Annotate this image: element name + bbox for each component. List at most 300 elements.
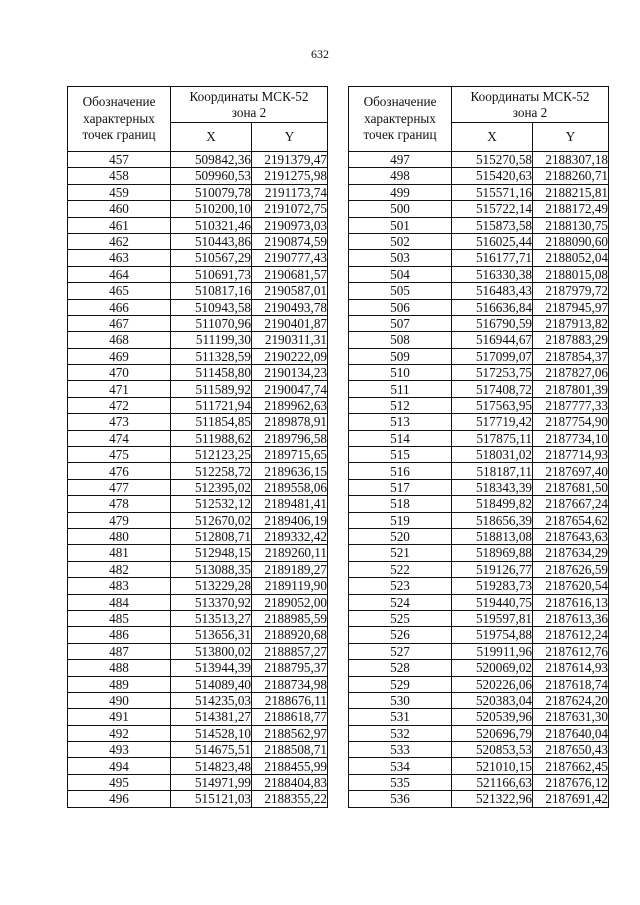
- y-coordinate-cell: 2187681,50: [533, 479, 609, 495]
- y-coordinate-cell: 2187624,20: [533, 692, 609, 708]
- x-coordinate-cell: 519126,77: [452, 561, 533, 577]
- x-coordinate-cell: 516177,71: [452, 250, 533, 266]
- point-number-cell: 465: [68, 283, 171, 299]
- table-row: [68, 561, 328, 577]
- x-coordinate-cell: 515121,03: [171, 791, 252, 807]
- point-number-cell: 488: [68, 660, 171, 676]
- x-coordinate-cell: 510943,58: [171, 299, 252, 315]
- x-coordinate-cell: 511199,30: [171, 332, 252, 348]
- table-row: [349, 479, 609, 495]
- table-row: [349, 774, 609, 790]
- table-row: [349, 447, 609, 463]
- y-coordinate-cell: 2188307,18: [533, 152, 609, 168]
- x-coordinate-cell: 511988,62: [171, 430, 252, 446]
- table-row: [68, 315, 328, 331]
- table-row: [349, 463, 609, 479]
- y-coordinate-cell: 2188508,71: [252, 742, 328, 758]
- y-coordinate-cell: 2187777,33: [533, 397, 609, 413]
- x-coordinate-cell: 515420,63: [452, 168, 533, 184]
- x-coordinate-cell: 515722,14: [452, 201, 533, 217]
- x-coordinate-cell: 513088,35: [171, 561, 252, 577]
- point-number-cell: 508: [349, 332, 452, 348]
- x-coordinate-cell: 515873,58: [452, 217, 533, 233]
- y-coordinate-cell: 2187614,93: [533, 660, 609, 676]
- x-coordinate-cell: 518813,08: [452, 528, 533, 544]
- table-row: [349, 791, 609, 807]
- table-row: [68, 774, 328, 790]
- table-row: [68, 594, 328, 610]
- table-row: [68, 512, 328, 528]
- x-coordinate-cell: 518031,02: [452, 447, 533, 463]
- y-coordinate-cell: 2187620,54: [533, 578, 609, 594]
- table-row: [349, 168, 609, 184]
- coord-title-line: зона 2: [231, 104, 267, 120]
- y-coordinate-cell: 2190401,87: [252, 315, 328, 331]
- point-number-cell: 531: [349, 709, 452, 725]
- point-number-cell: 490: [68, 692, 171, 708]
- point-number-cell: 516: [349, 463, 452, 479]
- x-column-header: X: [452, 123, 533, 152]
- table-row: [349, 594, 609, 610]
- x-coordinate-cell: 520853,53: [452, 742, 533, 758]
- y-coordinate-cell: 2191173,74: [252, 184, 328, 200]
- y-coordinate-cell: 2187827,06: [533, 365, 609, 381]
- y-coordinate-cell: 2190587,01: [252, 283, 328, 299]
- y-column-header: Y: [533, 123, 609, 152]
- x-coordinate-cell: 510200,10: [171, 201, 252, 217]
- coord-title-line: Координаты МСК-52: [470, 88, 590, 104]
- y-coordinate-cell: 2187616,13: [533, 594, 609, 610]
- table-row: [68, 528, 328, 544]
- point-number-cell: 481: [68, 545, 171, 561]
- table-row: [349, 758, 609, 774]
- table-row: [349, 365, 609, 381]
- table-row: [349, 315, 609, 331]
- coord-title-line: зона 2: [512, 104, 548, 120]
- x-coordinate-cell: 519754,88: [452, 627, 533, 643]
- table-row: [349, 397, 609, 413]
- x-coordinate-cell: 512948,15: [171, 545, 252, 561]
- point-label-header: [349, 87, 452, 152]
- y-coordinate-cell: 2187667,24: [533, 496, 609, 512]
- point-number-cell: 511: [349, 381, 452, 397]
- y-coordinate-cell: 2190493,78: [252, 299, 328, 315]
- y-column-header: Y: [252, 123, 328, 152]
- table-row: [349, 676, 609, 692]
- x-coordinate-cell: 510321,46: [171, 217, 252, 233]
- y-coordinate-cell: 2187734,10: [533, 430, 609, 446]
- point-number-cell: 515: [349, 447, 452, 463]
- point-label-line: характерных: [364, 110, 436, 126]
- y-coordinate-cell: 2190134,23: [252, 365, 328, 381]
- x-coordinate-cell: 511328,59: [171, 348, 252, 364]
- point-number-cell: 536: [349, 791, 452, 807]
- x-coordinate-cell: 515270,58: [452, 152, 533, 168]
- table-row: [68, 266, 328, 282]
- point-number-cell: 467: [68, 315, 171, 331]
- y-coordinate-cell: 2188355,22: [252, 791, 328, 807]
- x-coordinate-cell: 516483,43: [452, 283, 533, 299]
- x-coordinate-cell: 521322,96: [452, 791, 533, 807]
- x-coordinate-cell: 521010,15: [452, 758, 533, 774]
- table-row: [68, 610, 328, 626]
- table-row: [68, 660, 328, 676]
- table-row: [349, 578, 609, 594]
- point-number-cell: 474: [68, 430, 171, 446]
- y-coordinate-cell: 2189481,41: [252, 496, 328, 512]
- point-number-cell: 504: [349, 266, 452, 282]
- table-row: [349, 250, 609, 266]
- table-row: [349, 266, 609, 282]
- coord-system-header: [171, 87, 328, 123]
- x-coordinate-cell: 519911,96: [452, 643, 533, 659]
- y-coordinate-cell: 2188404,83: [252, 774, 328, 790]
- y-coordinate-cell: 2188215,81: [533, 184, 609, 200]
- y-coordinate-cell: 2189332,42: [252, 528, 328, 544]
- y-coordinate-cell: 2188734,98: [252, 676, 328, 692]
- table-row: [349, 348, 609, 364]
- point-number-cell: 485: [68, 610, 171, 626]
- x-coordinate-cell: 517875,11: [452, 430, 533, 446]
- y-coordinate-cell: 2191275,98: [252, 168, 328, 184]
- table-row: [349, 660, 609, 676]
- x-coordinate-cell: 520539,96: [452, 709, 533, 725]
- x-coordinate-cell: 513229,28: [171, 578, 252, 594]
- point-number-cell: 464: [68, 266, 171, 282]
- table-row: [68, 332, 328, 348]
- y-coordinate-cell: 2187676,12: [533, 774, 609, 790]
- x-coordinate-cell: 518499,82: [452, 496, 533, 512]
- x-coordinate-cell: 510079,78: [171, 184, 252, 200]
- table-row: [349, 725, 609, 741]
- table-row: [349, 283, 609, 299]
- x-coordinate-cell: 510817,16: [171, 283, 252, 299]
- x-coordinate-cell: 517099,07: [452, 348, 533, 364]
- y-coordinate-cell: 2188985,59: [252, 610, 328, 626]
- point-number-cell: 477: [68, 479, 171, 495]
- x-coordinate-cell: 514971,99: [171, 774, 252, 790]
- y-coordinate-cell: 2187626,59: [533, 561, 609, 577]
- x-coordinate-cell: 514381,27: [171, 709, 252, 725]
- x-coordinate-cell: 518969,88: [452, 545, 533, 561]
- x-coordinate-cell: 519597,81: [452, 610, 533, 626]
- point-number-cell: 514: [349, 430, 452, 446]
- y-coordinate-cell: 2187945,97: [533, 299, 609, 315]
- y-coordinate-cell: 2187634,29: [533, 545, 609, 561]
- table-row: [68, 152, 328, 168]
- point-number-cell: 528: [349, 660, 452, 676]
- point-number-cell: 463: [68, 250, 171, 266]
- x-coordinate-cell: 520696,79: [452, 725, 533, 741]
- x-coordinate-cell: 519283,73: [452, 578, 533, 594]
- point-number-cell: 460: [68, 201, 171, 217]
- table-row: [68, 627, 328, 643]
- point-number-cell: 535: [349, 774, 452, 790]
- point-label-line: Обозначение: [82, 94, 156, 110]
- x-coordinate-cell: 516330,38: [452, 266, 533, 282]
- table-row: [349, 430, 609, 446]
- x-coordinate-cell: 519440,75: [452, 594, 533, 610]
- y-coordinate-cell: 2189189,27: [252, 561, 328, 577]
- x-coordinate-cell: 520226,06: [452, 676, 533, 692]
- x-coordinate-cell: 512395,02: [171, 479, 252, 495]
- coord-system-header: [452, 87, 609, 123]
- x-coordinate-cell: 511721,94: [171, 397, 252, 413]
- x-coordinate-cell: 510443,86: [171, 233, 252, 249]
- table-row: [349, 152, 609, 168]
- point-number-cell: 459: [68, 184, 171, 200]
- x-coordinate-cell: 517563,95: [452, 397, 533, 413]
- point-number-cell: 512: [349, 397, 452, 413]
- y-coordinate-cell: 2187613,36: [533, 610, 609, 626]
- point-number-cell: 466: [68, 299, 171, 315]
- y-coordinate-cell: 2188130,75: [533, 217, 609, 233]
- x-coordinate-cell: 509842,36: [171, 152, 252, 168]
- point-number-cell: 518: [349, 496, 452, 512]
- y-coordinate-cell: 2187618,74: [533, 676, 609, 692]
- table-row: [68, 545, 328, 561]
- y-coordinate-cell: 2190311,31: [252, 332, 328, 348]
- point-number-cell: 457: [68, 152, 171, 168]
- point-number-cell: 491: [68, 709, 171, 725]
- point-number-cell: 500: [349, 201, 452, 217]
- x-coordinate-cell: 517719,42: [452, 414, 533, 430]
- y-coordinate-cell: 2189052,00: [252, 594, 328, 610]
- y-coordinate-cell: 2187654,62: [533, 512, 609, 528]
- y-coordinate-cell: 2188676,11: [252, 692, 328, 708]
- x-coordinate-cell: 517408,72: [452, 381, 533, 397]
- table-row: [349, 742, 609, 758]
- x-column-header: X: [171, 123, 252, 152]
- point-number-cell: 479: [68, 512, 171, 528]
- point-number-cell: 521: [349, 545, 452, 561]
- y-coordinate-cell: 2188618,77: [252, 709, 328, 725]
- table-body-right: [349, 152, 609, 808]
- table-row: [349, 512, 609, 528]
- y-coordinate-cell: 2190222,09: [252, 348, 328, 364]
- y-coordinate-cell: 2190777,43: [252, 250, 328, 266]
- y-coordinate-cell: 2187650,43: [533, 742, 609, 758]
- table-row: [68, 348, 328, 364]
- x-coordinate-cell: 513656,31: [171, 627, 252, 643]
- x-coordinate-cell: 513513,27: [171, 610, 252, 626]
- point-number-cell: 524: [349, 594, 452, 610]
- table-row: [68, 397, 328, 413]
- table-row: [68, 676, 328, 692]
- x-coordinate-cell: 518187,11: [452, 463, 533, 479]
- y-coordinate-cell: 2187854,37: [533, 348, 609, 364]
- x-coordinate-cell: 511589,92: [171, 381, 252, 397]
- x-coordinate-cell: 511458,80: [171, 365, 252, 381]
- point-number-cell: 501: [349, 217, 452, 233]
- y-coordinate-cell: 2188172,49: [533, 201, 609, 217]
- y-coordinate-cell: 2187691,42: [533, 791, 609, 807]
- point-number-cell: 532: [349, 725, 452, 741]
- point-number-cell: 523: [349, 578, 452, 594]
- point-number-cell: 533: [349, 742, 452, 758]
- x-coordinate-cell: 511854,85: [171, 414, 252, 430]
- x-coordinate-cell: 518343,39: [452, 479, 533, 495]
- y-coordinate-cell: 2187754,90: [533, 414, 609, 430]
- point-label-line: характерных: [83, 110, 155, 126]
- y-coordinate-cell: 2190874,59: [252, 233, 328, 249]
- point-label-header: [68, 87, 171, 152]
- point-number-cell: 475: [68, 447, 171, 463]
- x-coordinate-cell: 520069,02: [452, 660, 533, 676]
- y-coordinate-cell: 2190973,03: [252, 217, 328, 233]
- table-row: [349, 496, 609, 512]
- point-label-line: Обозначение: [363, 94, 437, 110]
- x-coordinate-cell: 510691,73: [171, 266, 252, 282]
- y-coordinate-cell: 2191379,47: [252, 152, 328, 168]
- table-row: [349, 201, 609, 217]
- x-coordinate-cell: 509960,53: [171, 168, 252, 184]
- point-number-cell: 471: [68, 381, 171, 397]
- x-coordinate-cell: 513370,92: [171, 594, 252, 610]
- table-row: [68, 742, 328, 758]
- x-coordinate-cell: 514823,48: [171, 758, 252, 774]
- x-coordinate-cell: 512808,71: [171, 528, 252, 544]
- table-row: [68, 578, 328, 594]
- point-number-cell: 470: [68, 365, 171, 381]
- table-row: [349, 332, 609, 348]
- point-number-cell: 495: [68, 774, 171, 790]
- x-coordinate-cell: 512670,02: [171, 512, 252, 528]
- table-row: [349, 381, 609, 397]
- point-number-cell: 458: [68, 168, 171, 184]
- x-coordinate-cell: 513944,39: [171, 660, 252, 676]
- point-number-cell: 473: [68, 414, 171, 430]
- point-number-cell: 492: [68, 725, 171, 741]
- table-row: [349, 217, 609, 233]
- y-coordinate-cell: 2188052,04: [533, 250, 609, 266]
- x-coordinate-cell: 512532,12: [171, 496, 252, 512]
- x-coordinate-cell: 514235,03: [171, 692, 252, 708]
- point-number-cell: 507: [349, 315, 452, 331]
- table-row: [349, 709, 609, 725]
- table-row: [349, 627, 609, 643]
- y-coordinate-cell: 2189878,91: [252, 414, 328, 430]
- table-row: [68, 201, 328, 217]
- point-number-cell: 484: [68, 594, 171, 610]
- point-number-cell: 520: [349, 528, 452, 544]
- x-coordinate-cell: 518656,39: [452, 512, 533, 528]
- x-coordinate-cell: 514089,40: [171, 676, 252, 692]
- point-number-cell: 476: [68, 463, 171, 479]
- point-number-cell: 480: [68, 528, 171, 544]
- point-number-cell: 494: [68, 758, 171, 774]
- y-coordinate-cell: 2188015,08: [533, 266, 609, 282]
- table-row: [68, 430, 328, 446]
- x-coordinate-cell: 514675,51: [171, 742, 252, 758]
- point-number-cell: 505: [349, 283, 452, 299]
- point-number-cell: 510: [349, 365, 452, 381]
- y-coordinate-cell: 2187801,39: [533, 381, 609, 397]
- y-coordinate-cell: 2189406,19: [252, 512, 328, 528]
- point-number-cell: 509: [349, 348, 452, 364]
- point-number-cell: 502: [349, 233, 452, 249]
- table-row: [68, 725, 328, 741]
- table-row: [68, 168, 328, 184]
- table-row: [68, 692, 328, 708]
- point-number-cell: 526: [349, 627, 452, 643]
- point-number-cell: 496: [68, 791, 171, 807]
- point-number-cell: 482: [68, 561, 171, 577]
- x-coordinate-cell: 510567,29: [171, 250, 252, 266]
- point-number-cell: 468: [68, 332, 171, 348]
- point-number-cell: 525: [349, 610, 452, 626]
- table-row: [68, 463, 328, 479]
- table-row: [349, 528, 609, 544]
- table-body-left: [68, 152, 328, 808]
- y-coordinate-cell: 2187662,45: [533, 758, 609, 774]
- x-coordinate-cell: 514528,10: [171, 725, 252, 741]
- point-number-cell: 461: [68, 217, 171, 233]
- x-coordinate-cell: 511070,96: [171, 315, 252, 331]
- point-number-cell: 498: [349, 168, 452, 184]
- y-coordinate-cell: 2189796,58: [252, 430, 328, 446]
- table-row: [68, 709, 328, 725]
- y-coordinate-cell: 2189962,63: [252, 397, 328, 413]
- x-coordinate-cell: 516790,59: [452, 315, 533, 331]
- x-coordinate-cell: 512258,72: [171, 463, 252, 479]
- y-coordinate-cell: 2187714,93: [533, 447, 609, 463]
- point-number-cell: 493: [68, 742, 171, 758]
- y-coordinate-cell: 2187612,24: [533, 627, 609, 643]
- point-number-cell: 487: [68, 643, 171, 659]
- point-number-cell: 529: [349, 676, 452, 692]
- y-coordinate-cell: 2188857,27: [252, 643, 328, 659]
- point-number-cell: 522: [349, 561, 452, 577]
- point-number-cell: 462: [68, 233, 171, 249]
- table-row: [68, 479, 328, 495]
- point-number-cell: 506: [349, 299, 452, 315]
- y-coordinate-cell: 2188795,37: [252, 660, 328, 676]
- point-number-cell: 478: [68, 496, 171, 512]
- y-coordinate-cell: 2190681,57: [252, 266, 328, 282]
- y-coordinate-cell: 2187979,72: [533, 283, 609, 299]
- y-coordinate-cell: 2189260,11: [252, 545, 328, 561]
- table-row: [68, 414, 328, 430]
- table-row: [68, 447, 328, 463]
- point-number-cell: 503: [349, 250, 452, 266]
- x-coordinate-cell: 517253,75: [452, 365, 533, 381]
- table-row: [349, 299, 609, 315]
- point-label-line: точек границ: [82, 127, 156, 143]
- y-coordinate-cell: 2187883,29: [533, 332, 609, 348]
- x-coordinate-cell: 516025,44: [452, 233, 533, 249]
- table-row: [349, 643, 609, 659]
- table-row: [68, 233, 328, 249]
- y-coordinate-cell: 2189636,15: [252, 463, 328, 479]
- point-number-cell: 472: [68, 397, 171, 413]
- point-number-cell: 534: [349, 758, 452, 774]
- table-row: [349, 610, 609, 626]
- table-row: [349, 233, 609, 249]
- coordinates-table-right: [348, 86, 609, 808]
- y-coordinate-cell: 2189558,06: [252, 479, 328, 495]
- table-row: [68, 283, 328, 299]
- y-coordinate-cell: 2187643,63: [533, 528, 609, 544]
- table-row: [68, 365, 328, 381]
- table-row: [349, 561, 609, 577]
- point-number-cell: 513: [349, 414, 452, 430]
- point-number-cell: 530: [349, 692, 452, 708]
- point-number-cell: 499: [349, 184, 452, 200]
- x-coordinate-cell: 512123,25: [171, 447, 252, 463]
- table-row: [68, 250, 328, 266]
- point-number-cell: 527: [349, 643, 452, 659]
